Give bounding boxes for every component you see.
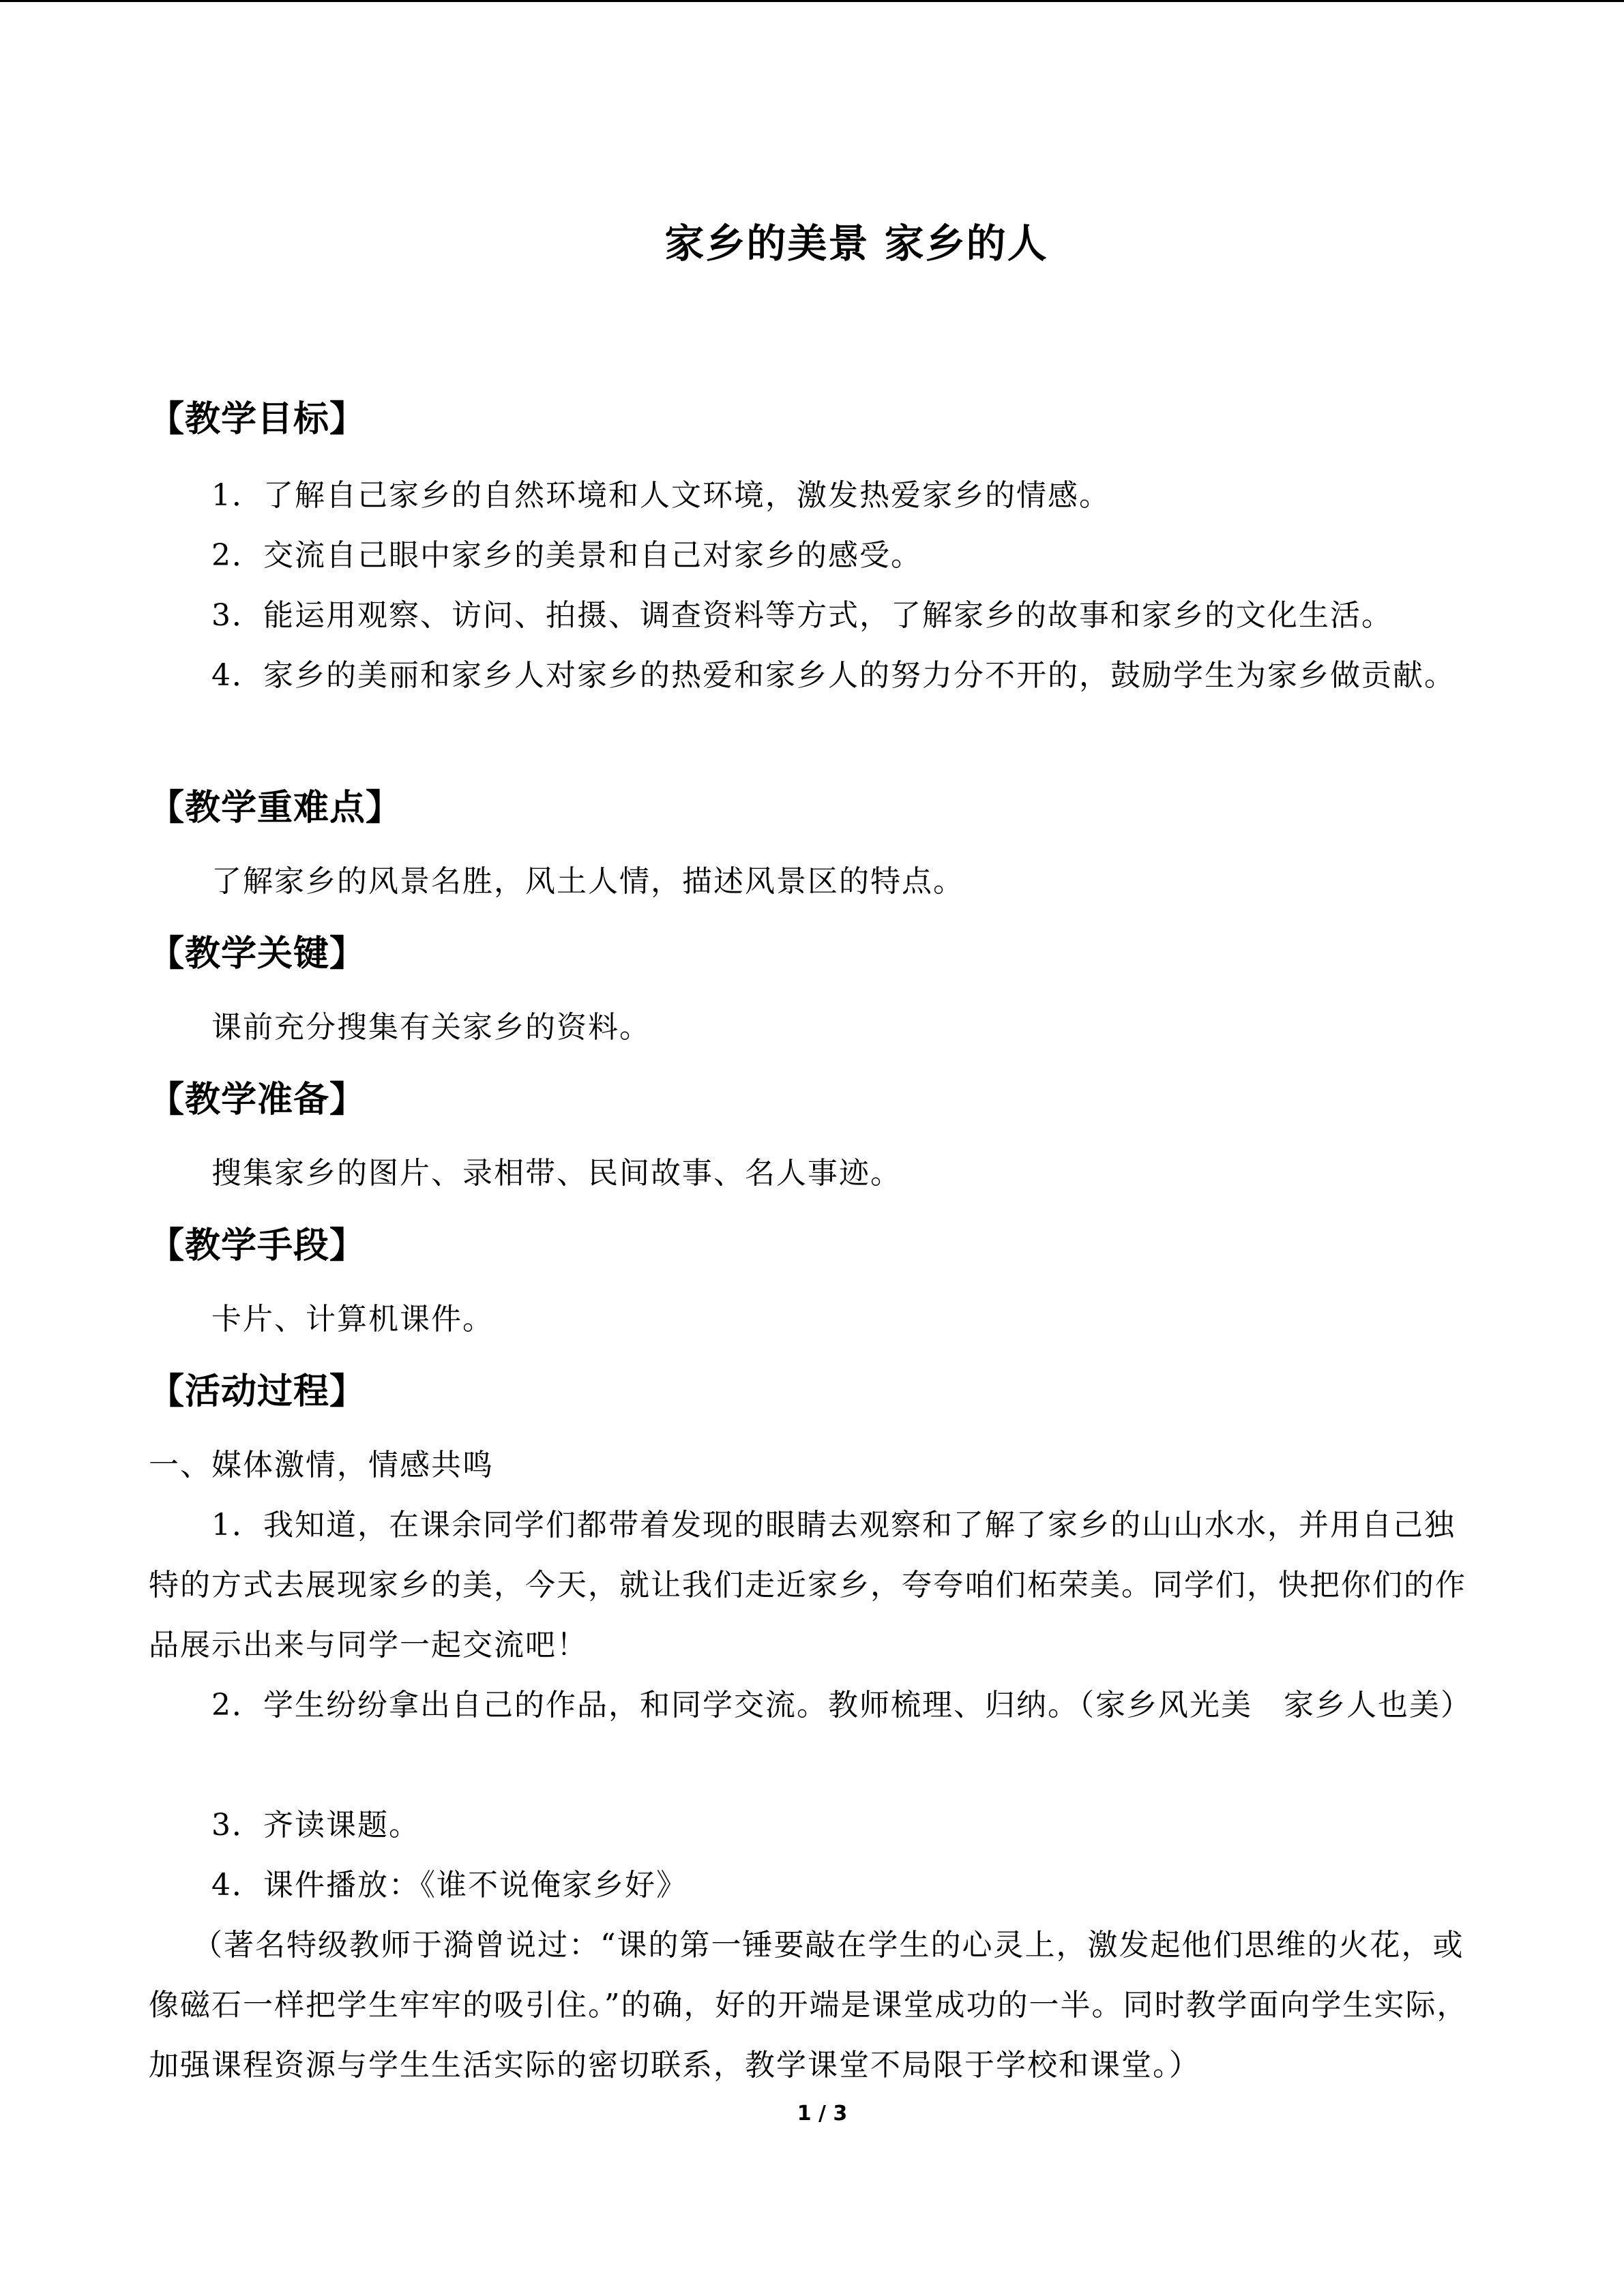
process-item-1: 1．我知道，在课余同学们都带着发现的眼睛去观察和了解了家乡的山山水水，并用自己独特的方式去展现家乡的美，今天，就让我们走近家乡，夸夸咱们柘荣美。同学们，快把你们的作品展示出来与同学一起交流吧！ <box>149 1508 1466 1663</box>
document-title: 家乡的美景 家乡的人 <box>664 220 1048 267</box>
process-item-3: 3．齐读课题。 <box>211 1808 420 1843</box>
heading-objectives: 【教学目标】 <box>149 399 366 440</box>
top-border-line <box>0 0 1624 2</box>
heading-preparation: 【教学准备】 <box>149 1079 366 1120</box>
objective-item-1: 1．了解自己家乡的自然环境和人文环境，激发热爱家乡的情感。 <box>211 478 1110 513</box>
objective-item-2: 2．交流自己眼中家乡的美景和自己对家乡的感受。 <box>211 538 922 573</box>
key-text: 课前充分搜集有关家乡的资料。 <box>211 1010 651 1045</box>
process-item-4: 4．课件播放：《谁不说俺家乡好》 <box>211 1868 688 1903</box>
means-text: 卡片、计算机课件。 <box>211 1302 494 1337</box>
page-number: 1 / 3 <box>797 2102 848 2126</box>
heading-process: 【活动过程】 <box>149 1371 366 1412</box>
heading-key-points: 【教学重难点】 <box>149 788 402 829</box>
process-item-2: 2．学生纷纷拿出自己的作品，和同学交流。教师梳理、归纳。（家乡风光美 家乡人也美） <box>211 1688 1472 1723</box>
key-points-text: 了解家乡的风景名胜，风土人情，描述风景区的特点。 <box>211 864 964 899</box>
preparation-text: 搜集家乡的图片、录相带、民间故事、名人事迹。 <box>211 1156 902 1191</box>
objective-item-4: 4．家乡的美丽和家乡人对家乡的热爱和家乡人的努力分不开的，鼓励学生为家乡做贡献。 <box>211 658 1456 693</box>
heading-means: 【教学手段】 <box>149 1225 366 1266</box>
heading-key: 【教学关键】 <box>149 934 366 974</box>
process-item-note: （著名特级教师于漪曾说过：“课的第一锤要敲在学生的心灵上，激发起他们思维的火花，或像磁石一样把学生牢牢的吸引住。”的确，好的开端是课堂成功的一半。同时教学面向学生实际，加强课程资源与学生生活实际的密切联系，教学课堂不局限于学校和课堂。） <box>149 1928 1468 2083</box>
process-subheading: 一、媒体激情，情感共鸣 <box>149 1448 494 1482</box>
objective-item-3: 3．能运用观察、访问、拍摄、调查资料等方式，了解家乡的故事和家乡的文化生活。 <box>211 598 1393 633</box>
